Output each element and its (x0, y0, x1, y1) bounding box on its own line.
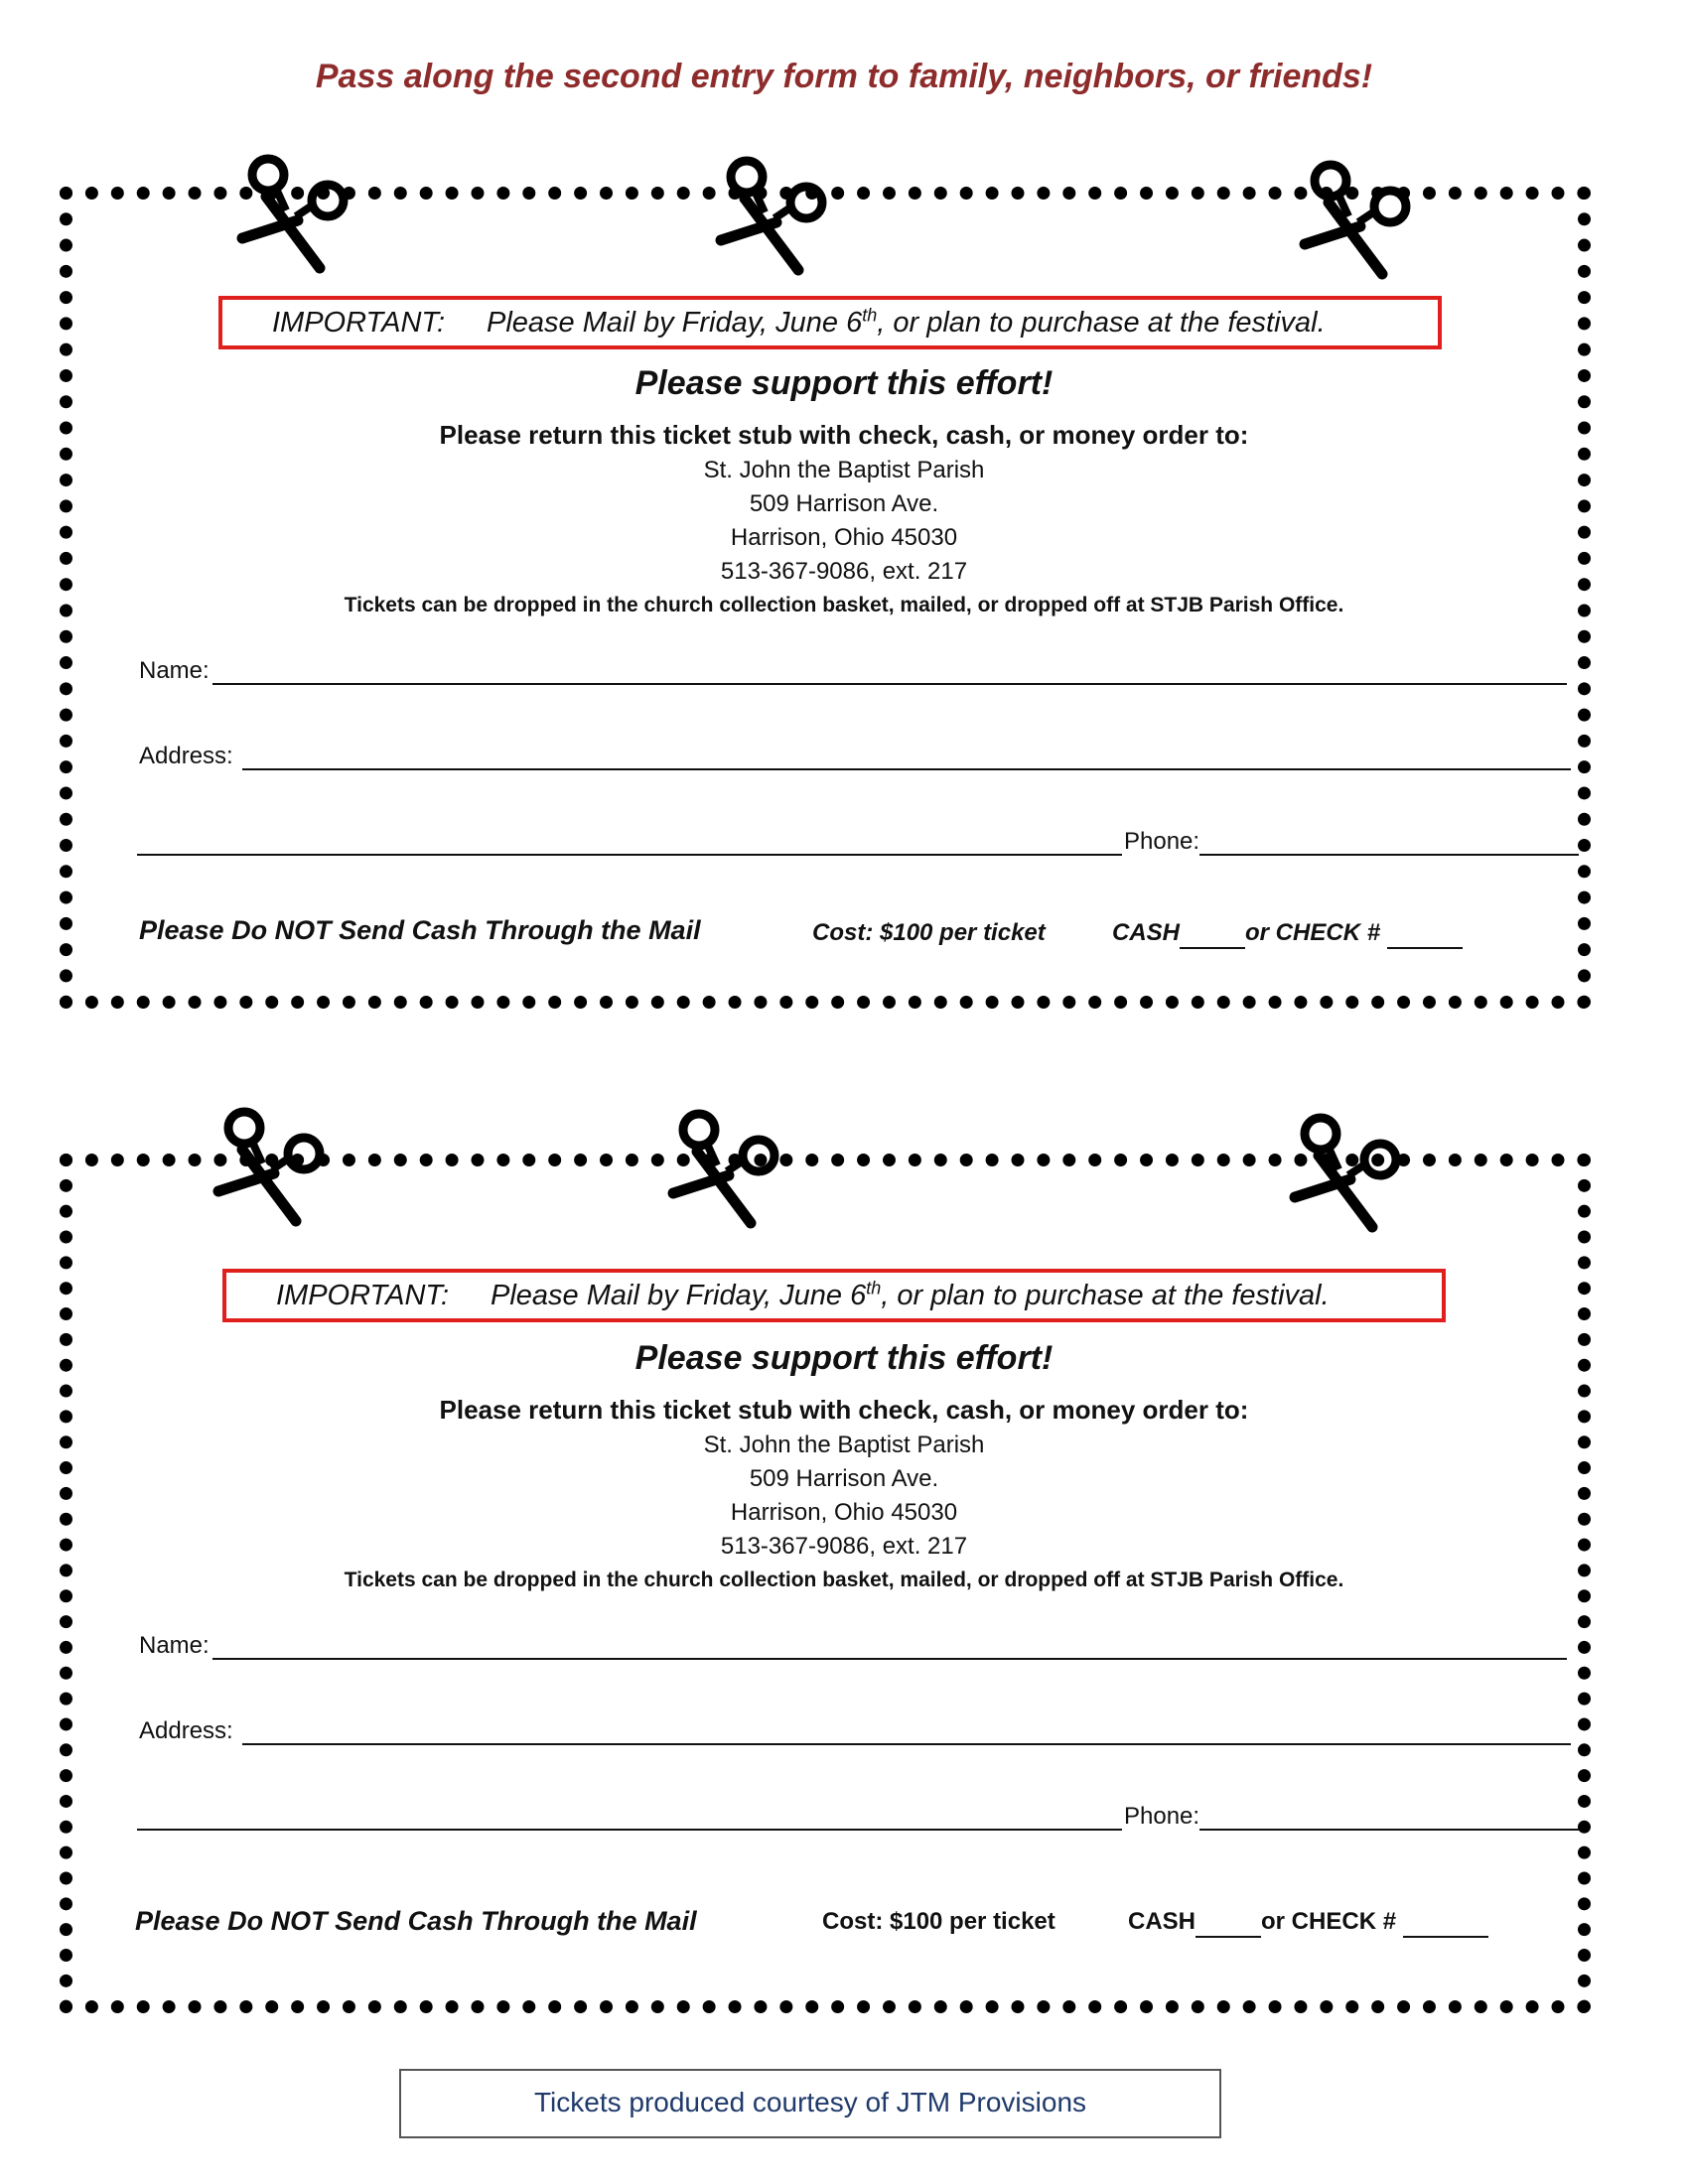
no-cash-warning: Please Do NOT Send Cash Through the Mail (135, 1906, 697, 1936)
parish-name: St. John the Baptist Parish (703, 1432, 985, 1458)
name-label: Name: (139, 657, 210, 684)
parish-street: 509 Harrison Ave. (749, 490, 939, 517)
ticket-cost: Cost: $100 per ticket (822, 1908, 1055, 1935)
phone-label: Phone: (1124, 828, 1200, 855)
parish-city: Harrison, Ohio 45030 (730, 1499, 958, 1526)
parish-phone: 513-367-9086, ext. 217 (720, 1533, 968, 1560)
payment-method (1112, 919, 1463, 949)
scissors-icon (205, 1104, 334, 1233)
ticket-cost: Cost: $100 per ticket (812, 919, 1046, 946)
cash-label: CASH (1128, 1908, 1196, 1935)
cash-field[interactable] (1196, 1908, 1261, 1938)
parish-street: 509 Harrison Ave. (749, 1465, 939, 1492)
footer-credit: Tickets produced courtesy of JTM Provisions (399, 2069, 1221, 2138)
drop-off-note: Tickets can be dropped in the church collection basket, mailed, or dropped off at STJB Parish Office. (344, 594, 1344, 616)
scissors-icon (228, 151, 357, 280)
support-heading: Please support this effort! (634, 364, 1054, 402)
address-field[interactable] (242, 1743, 1571, 1745)
scissors-icon (707, 153, 836, 282)
page-header: Pass along the second entry form to family, neighbors, or friends! (315, 58, 1373, 95)
address-field[interactable] (242, 768, 1571, 770)
address-line-2-field[interactable] (137, 1829, 1122, 1831)
phone-field[interactable] (1199, 854, 1579, 856)
support-heading: Please support this effort! (634, 1339, 1054, 1377)
important-notice (218, 296, 1442, 349)
check-number-field[interactable] (1403, 1908, 1488, 1938)
return-instructions: Please return this ticket stub with check, cash, or money order to: (439, 420, 1249, 450)
parish-city: Harrison, Ohio 45030 (730, 524, 958, 551)
important-label: IMPORTANT: (276, 1280, 449, 1311)
parish-phone: 513-367-9086, ext. 217 (720, 558, 968, 585)
scissors-icon (659, 1106, 788, 1235)
check-label: or CHECK # (1245, 919, 1381, 946)
address-label: Address: (139, 743, 233, 769)
address-label: Address: (139, 1717, 233, 1744)
important-text: Please Mail by Friday, June 6th, or plan to purchase at the festival. (491, 1278, 1330, 1311)
parish-name: St. John the Baptist Parish (703, 457, 985, 483)
important-notice (222, 1269, 1446, 1322)
cash-field[interactable] (1180, 919, 1245, 949)
important-text: Please Mail by Friday, June 6th, or plan to purchase at the festival. (487, 305, 1326, 339)
name-field[interactable] (212, 683, 1567, 685)
check-number-field[interactable] (1387, 919, 1463, 949)
drop-off-note: Tickets can be dropped in the church collection basket, mailed, or dropped off at STJB Parish Office. (344, 1569, 1344, 1591)
check-label: or CHECK # (1261, 1908, 1397, 1935)
scissors-icon (1281, 1110, 1410, 1239)
return-instructions: Please return this ticket stub with check, cash, or money order to: (439, 1395, 1249, 1425)
address-line-2-field[interactable] (137, 854, 1122, 856)
phone-field[interactable] (1199, 1829, 1579, 1831)
phone-label: Phone: (1124, 1803, 1200, 1830)
cash-label: CASH (1112, 919, 1181, 946)
payment-method (1128, 1908, 1488, 1938)
important-label: IMPORTANT: (272, 307, 445, 339)
scissors-icon (1291, 157, 1420, 286)
no-cash-warning: Please Do NOT Send Cash Through the Mail (139, 915, 701, 945)
name-field[interactable] (212, 1658, 1567, 1660)
name-label: Name: (139, 1632, 210, 1659)
